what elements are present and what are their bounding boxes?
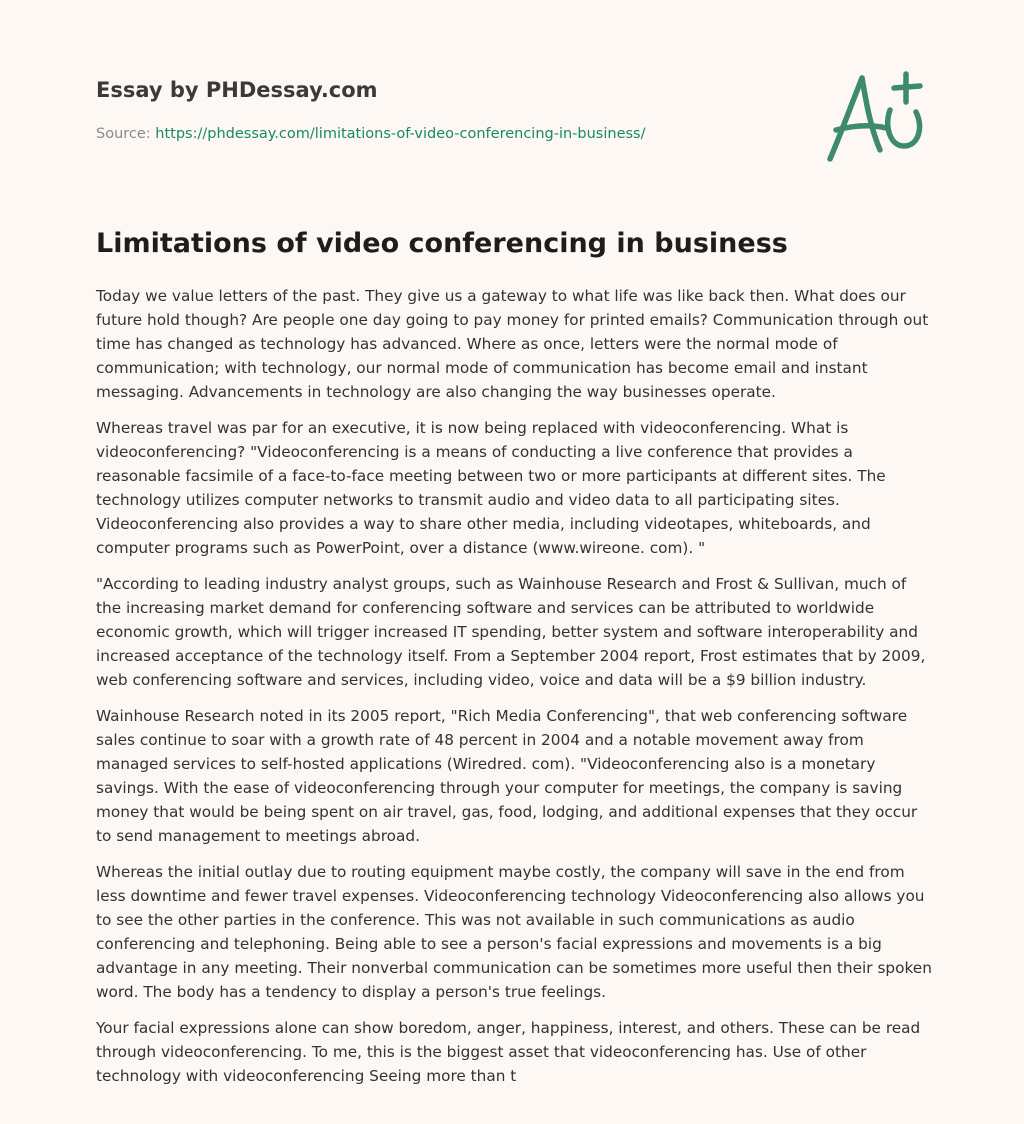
essay-body [96, 284, 932, 1100]
essay-paragraph: Your facial expressions alone can show boredom, anger, happiness, interest, and others. These can be read through videoconferencing. To me, this is the biggest asset that videoconferencing has. Use of other technology with videoconferencing Seeing more than t [96, 1019, 921, 1085]
essay-paragraph: "According to leading industry analyst groups, such as Wainhouse Research and Frost & Sullivan, much of the increasing market demand for conferencing software and services can be attributed to worldwide economic growth, which will trigger increased IT spending, better system and software interoperability and increased acceptance of the technology itself. From a September 2004 report, Frost estimates that by 2009, web conferencing software and services, including video, voice and data will be a $9 billion industry. [96, 575, 926, 689]
page-header [96, 76, 836, 144]
source-link[interactable]: https://phdessay.com/limitations-of-video-conferencing-in-business/ [155, 126, 646, 142]
a-plus-logo-icon [820, 66, 930, 166]
essay-title: Limitations of video conferencing in business [96, 228, 788, 259]
brand-title: Essay by PHDessay.com [96, 78, 378, 102]
essay-paragraph: Whereas the initial outlay due to routing equipment maybe costly, the company will save in the end from less downtime and fewer travel expenses. Videoconferencing technology Videoconferencing also allows you to see the other parties in the conference. This was not available in such communications as audio conferencing and telephoning. Being able to see a person's facial expressions and movements is a big advantage in any meeting. Their nonverbal communication can be sometimes more useful then their spoken word. The body has a tendency to display a person's true feelings. [96, 863, 932, 1001]
essay-paragraph: Wainhouse Research noted in its 2005 report, "Rich Media Conferencing", that web conferencing software sales continue to soar with a growth rate of 48 percent in 2004 and a notable movement away from managed services to self-hosted applications (Wiredred. com). "Videoconferencing also is a monetary savings. With the ease of videoconferencing through your computer for meetings, the company is saving money that would be being spent on air travel, gas, food, lodging, and additional expenses that they occur to send management to meetings abroad. [96, 707, 918, 845]
source-label: Source: [96, 126, 156, 142]
essay-paragraph: Today we value letters of the past. They give us a gateway to what life was like back then. What does our future hold though? Are people one day going to pay money for printed emails? Communication through out time has changed as technology has advanced. Where as once, letters were the normal mode of communication; with technology, our normal mode of communication has become email and instant messaging. Advancements in technology are also changing the way businesses operate. [96, 287, 929, 401]
essay-paragraph: Whereas travel was par for an executive, it is now being replaced with videoconferencing. What is videoconferencing? "Videoconferencing is a means of conducting a live conference that provides a reasonable facsimile of a face-to-face meeting between two or more participants at different sites. The technology utilizes computer networks to transmit audio and video data to all participating sites. Videoconferencing also provides a way to share other media, including videotapes, whiteboards, and computer programs such as PowerPoint, over a distance (www.wireone. com). " [96, 419, 886, 557]
source-line [96, 124, 836, 144]
